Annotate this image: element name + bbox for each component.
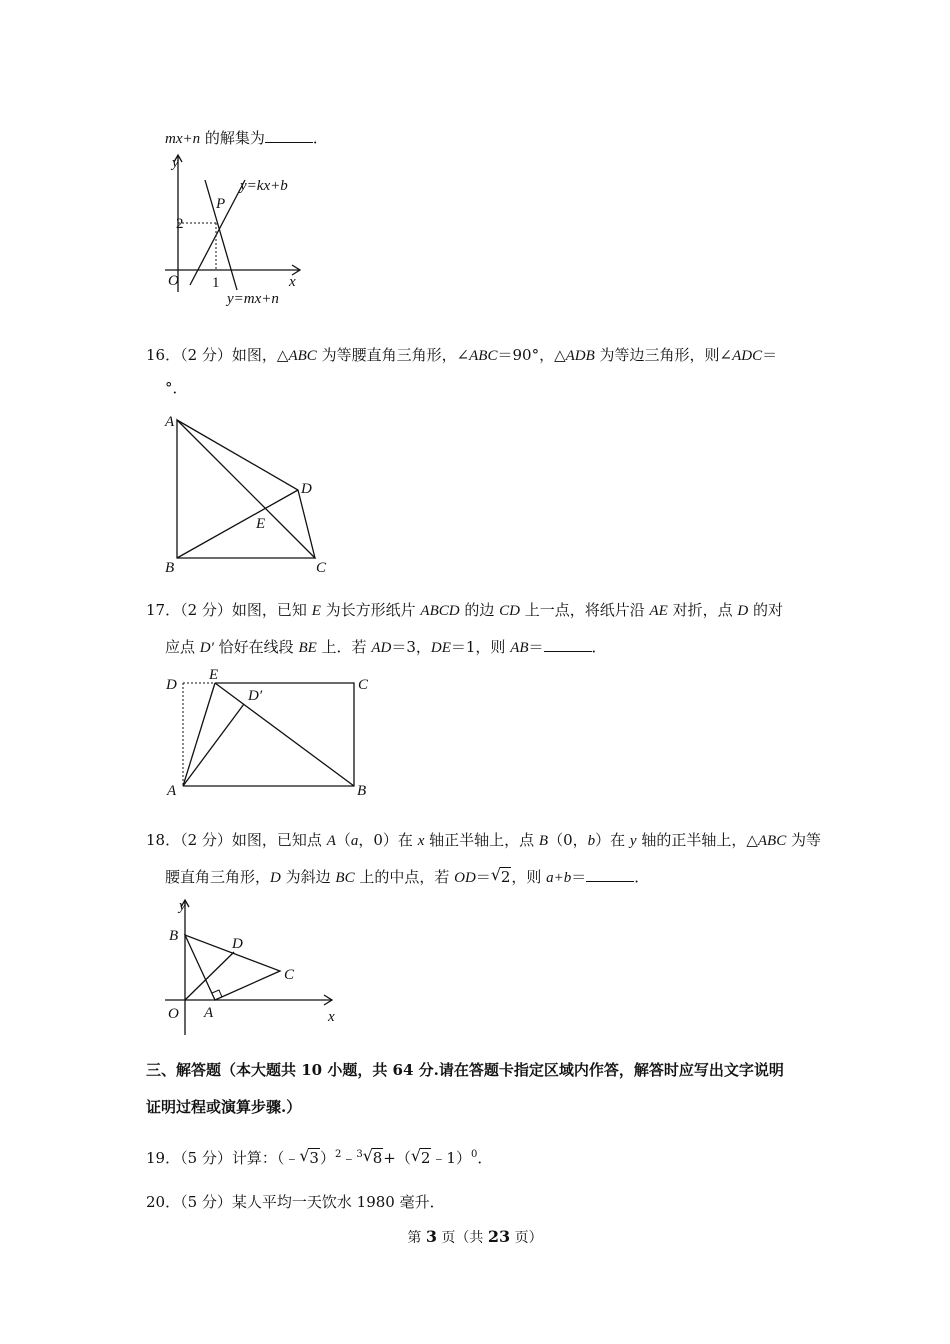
page-total: 23 xyxy=(487,1227,511,1246)
section-3-heading-line1: 三、解答题（本大题共 10 小题，共 64 分.请在答题卡指定区域内作答，解答时应写出文字说明 xyxy=(146,1061,784,1079)
label-d: D xyxy=(232,936,243,952)
segment-be xyxy=(215,683,354,786)
label-line1: y=kx+b xyxy=(240,178,288,194)
q15-expr: mx+n xyxy=(165,131,201,147)
q15-tail: mx+n 的解集为 ． xyxy=(165,129,328,147)
sqrt-2: √ 2 xyxy=(490,865,511,886)
q16-figure xyxy=(160,410,330,580)
label-d-prime: D′ xyxy=(248,688,263,704)
q18-figure xyxy=(160,893,350,1043)
label-line2: y=mx+n xyxy=(227,291,279,307)
q16-line2: °． xyxy=(165,379,188,397)
segment-ad-prime xyxy=(183,704,244,786)
page-footer: 第 3 页（共 23 页） xyxy=(407,1227,543,1246)
label-x: x xyxy=(289,274,296,290)
answer-blank xyxy=(265,128,313,143)
label-1: 1 xyxy=(212,275,220,291)
q18-line2: 腰直角三角形，D 为斜边 BC 上的中点，若 OD＝ √ 2，则 a+b＝ ． xyxy=(165,865,650,886)
label-e: E xyxy=(209,667,219,683)
q17-line2: 应点 D′ 恰好在线段 BE 上．若 AD＝3，DE＝1，则 AB＝ ． xyxy=(165,638,607,656)
label-e: E xyxy=(256,516,266,532)
label-x: x xyxy=(328,1009,335,1025)
rectangle-abcd xyxy=(183,683,354,786)
q20: 20．（5 分）某人平均一天饮水 1980 毫升． xyxy=(146,1193,445,1211)
label-o: O xyxy=(168,1006,179,1022)
label-o: O xyxy=(168,273,179,289)
label-a: A xyxy=(165,414,175,430)
label-a: A xyxy=(167,783,177,799)
label-y: y xyxy=(179,898,186,914)
label-c: C xyxy=(284,967,295,983)
segment-bd xyxy=(177,490,298,558)
label-2: 2 xyxy=(176,216,184,232)
q15-figure xyxy=(160,150,310,310)
page-number: 3 xyxy=(425,1227,437,1246)
segment-od xyxy=(185,952,234,1000)
label-p: P xyxy=(216,196,226,212)
label-d: D xyxy=(166,677,177,693)
label-c: C xyxy=(316,560,327,576)
sqrt-2: √ 2 xyxy=(410,1146,431,1167)
q16-line1: 16．（2 分）如图，△ABC 为等腰直角三角形，∠ABC＝90°，△ADB 为等边三角形，则∠ADC＝ xyxy=(146,346,778,364)
answer-blank xyxy=(544,637,592,652)
segment-ae xyxy=(183,683,215,786)
label-y: y xyxy=(172,155,179,171)
q18-line1: 18．（2 分）如图，已知点 A（a，0）在 x 轴正半轴上，点 B（0，b）在 y 轴的正半轴上，△ABC 为等 xyxy=(146,831,822,849)
sqrt-3: √ 3 xyxy=(299,1146,319,1167)
triangle-abc xyxy=(177,420,315,558)
label-d: D xyxy=(301,481,312,497)
answer-blank xyxy=(586,867,634,882)
label-b: B xyxy=(165,560,175,576)
label-b: B xyxy=(169,928,179,944)
label-b: B xyxy=(357,783,367,799)
q17-figure xyxy=(160,668,380,798)
cbrt-8: √ 8 xyxy=(362,1146,383,1167)
label-a: A xyxy=(204,1005,214,1021)
q17-line1: 17．（2 分）如图，已知 E 为长方形纸片 ABCD 的边 CD 上一点，将纸片沿 AE 对折，点 D 的对 xyxy=(146,601,784,619)
section-3-heading-line2: 证明过程或演算步骤.） xyxy=(146,1098,302,1116)
q19: 19．（5 分）计算：（﹣ √ 3）$^2$﹣$^3$ √ 8+（ √ 2﹣1）$^0$． xyxy=(146,1146,493,1167)
label-c: C xyxy=(358,677,369,693)
